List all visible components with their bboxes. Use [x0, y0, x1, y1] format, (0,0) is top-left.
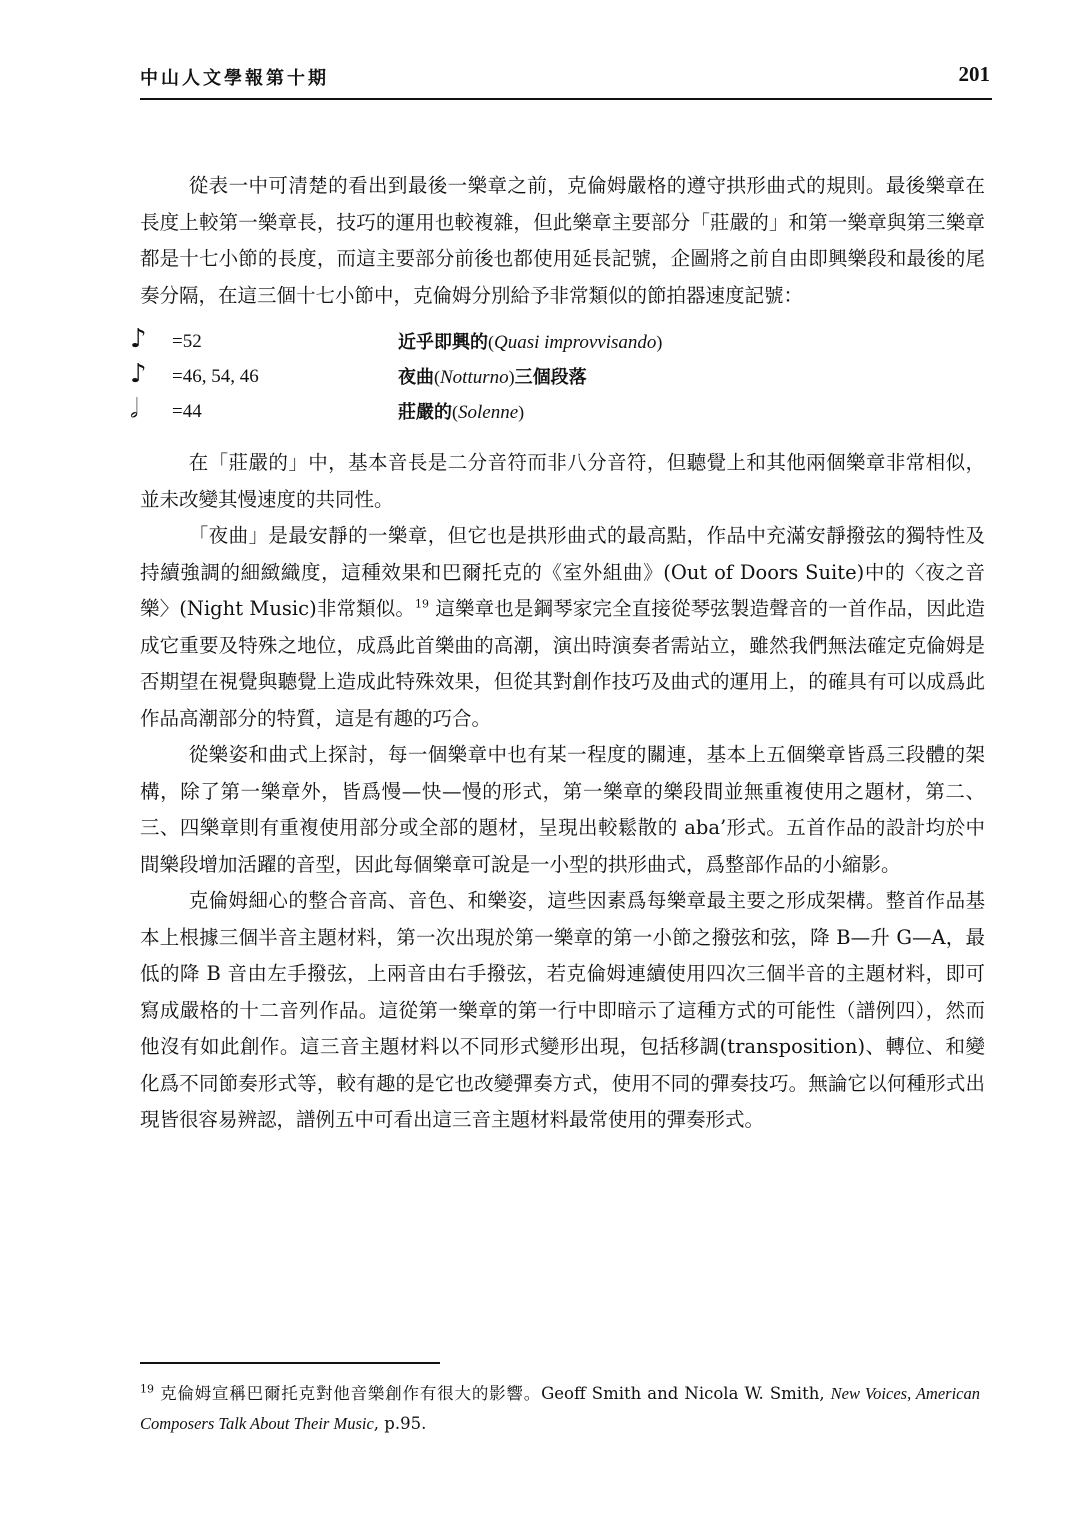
- journal-title: 中山人文學報第十期: [140, 68, 329, 89]
- footnote: $^{19}$ 克倫姆宣稱巴爾托克對他音樂創作有很大的影響。Geoff Smith and Nicola W. Smith, New Voices, American Composers Talk About Their Music, p.95.: [140, 1382, 981, 1433]
- footnote-ref[interactable]: 19: [415, 597, 429, 611]
- footnote-book-title: New Voices, American Composers Talk About Their Music: [140, 1384, 981, 1433]
- paragraph: 在「莊嚴的」中，基本音長是二分音符而非八分音符，但聽覺上和其他兩個樂章非常相似，並未改變其慢速度的共同性。: [140, 451, 985, 511]
- tempo-row: [130, 359, 985, 394]
- tempo-italian: Solenne: [458, 402, 519, 423]
- tempo-italian: Quasi improvvisando: [494, 332, 657, 353]
- tempo-description: 莊嚴的(Solenne): [398, 402, 525, 423]
- running-header: [140, 62, 992, 100]
- tempo-value: =44: [172, 401, 202, 422]
- eighth-note-icon: ♪: [130, 324, 147, 354]
- tempo-row: [130, 394, 985, 429]
- tempo-description: 夜曲(Notturno)三個段落: [398, 367, 587, 388]
- paragraph: 「夜曲」是最安靜的一樂章，但它也是拱形曲式的最高點，作品中充滿安靜撥弦的獨特性及持續強調的細緻織度，這種效果和巴爾托克的《室外組曲》(Out of Doors Suite)中的〈夜之音樂〉(Night Music)非常類似。$^{19}$ 這樂章也是鋼琴家完全直接從琴弦製造聲音的一首作品，因此造成它重要及特殊之地位，成爲此首樂曲的高潮，演出時演奏者需站立，雖然我們無法確定克倫姆是否期望在視覺與聽覺上造成此特殊效果，但從其對創作技巧及曲式的運用上，的確具有可以成爲此作品高潮部分的特質，這是有趣的巧合。: [140, 524, 985, 730]
- main-text: [130, 168, 985, 1139]
- eighth-note-icon: ♪: [130, 359, 147, 389]
- half-note-icon: 𝅗𝅥: [130, 394, 139, 424]
- footnote-divider: [140, 1362, 440, 1364]
- tempo-value: =52: [172, 331, 202, 352]
- page-number: 201: [958, 62, 990, 86]
- paragraph: 從表一中可清楚的看出到最後一樂章之前，克倫姆嚴格的遵守拱形曲式的規則。最後樂章在長度上較第一樂章長，技巧的運用也較複雜，但此樂章主要部分「莊嚴的」和第一樂章與第三樂章都是十七小節的長度，而這主要部分前後也都使用延長記號，企圖將之前自由即興樂段和最後的尾奏分隔，在這三個十七小節中，克倫姆分別給予非常類似的節拍器速度記號：: [140, 174, 985, 307]
- footnote-number: 19: [140, 1382, 154, 1396]
- tempo-value: =46, 54, 46: [172, 366, 259, 387]
- paragraph: 克倫姆細心的整合音高、音色、和樂姿，這些因素爲每樂章最主要之形成架構。整首作品基本上根據三個半音主題材料，第一次出現於第一樂章的第一小節之撥弦和弦，降 B—升 G—A，最低的降 B 音由左手撥弦，上兩音由右手撥弦，若克倫姆連續使用四次三個半音的主題材料，即可寫成嚴格的十二音列作品。這從第一樂章的第一行中即暗示了這種方式的可能性（譜例四），然而他沒有如此創作。這三音主題材料以不同形式變形出現，包括移調(transposition)、轉位、和變化爲不同節奏形式等，較有趣的是它也改變彈奏方式，使用不同的彈奏技巧。無論它以何種形式出現皆很容易辨認，譜例五中可看出這三音主題材料最常使用的彈奏形式。: [140, 889, 985, 1131]
- paragraph: 從樂姿和曲式上探討，每一個樂章中也有某一程度的關連，基本上五個樂章皆爲三段體的架構，除了第一樂章外，皆爲慢—快—慢的形式，第一樂章的樂段間並無重複使用之題材，第二、三、四樂章則有重複使用部分或全部的題材，呈現出較鬆散的 aba’形式。五首作品的設計均於中間樂段增加活躍的音型，因此每個樂章可說是一小型的拱形曲式，爲整部作品的小縮影。: [140, 743, 985, 876]
- tempo-italian: Notturno: [440, 367, 509, 388]
- tempo-row: [130, 324, 985, 359]
- tempo-description: 近乎即興的(Quasi improvvisando): [398, 332, 663, 353]
- tempo-list: [130, 324, 985, 429]
